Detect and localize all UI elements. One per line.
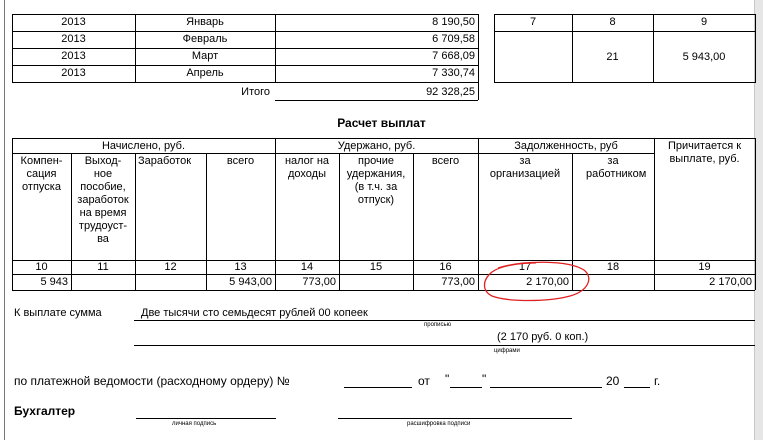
days-header: 9: [700, 16, 708, 28]
sum-words: Две тысячи сто семьдесят рублей 00 копеек: [141, 307, 368, 319]
col-value: 2 170,00: [526, 276, 569, 288]
col-number: 19: [698, 261, 711, 273]
group-accrued: Начислено, руб.: [101, 140, 185, 152]
group-withheld: Удержано, руб.: [337, 140, 416, 152]
col-number: 12: [164, 261, 177, 273]
signature-decode-field[interactable]: [338, 418, 572, 419]
days-value: 21: [606, 51, 619, 63]
year-suffix: г.: [654, 374, 661, 388]
col-value: 5 943: [40, 276, 68, 288]
earnings-month: Апрель: [186, 67, 224, 79]
days-value: 5 943,00: [682, 51, 726, 63]
col-number: 17: [518, 261, 532, 273]
sum-label: К выплате сумма: [14, 307, 102, 319]
col-value: 5 943,00: [229, 276, 272, 288]
col-header: за организацией: [489, 155, 561, 180]
col-header: Выход-ное пособие, заработок на время трудоуст-ва: [77, 155, 129, 245]
days-header: 7: [529, 16, 537, 28]
from-label: от: [418, 374, 430, 388]
signature-field[interactable]: [136, 418, 276, 419]
days-header: 8: [609, 16, 616, 28]
col-number: 13: [234, 261, 247, 273]
statement-number-field[interactable]: [344, 387, 412, 388]
group-payable: Причитается к выплате, руб.: [667, 140, 742, 165]
col-header: налог на доходы: [284, 155, 330, 180]
quote-open: ": [445, 372, 450, 386]
earnings-month: Январь: [186, 16, 224, 28]
col-header: Заработок: [138, 155, 192, 167]
col-value: 773,00: [302, 276, 336, 288]
earnings-amount: 6 709,58: [432, 33, 475, 45]
col-header: за работником: [586, 155, 647, 180]
caption-sign: личная подпись: [172, 421, 217, 427]
col-number: 18: [606, 261, 620, 273]
col-value: 773,00: [441, 276, 475, 288]
accountant-label: Бухгалтер: [14, 404, 76, 418]
year-field[interactable]: [624, 387, 650, 388]
statement-label: по платежной ведомости (расходному ордеру) №: [14, 374, 290, 388]
year-label: 20: [606, 374, 620, 388]
col-header: всего: [431, 155, 460, 167]
col-number: 15: [369, 261, 383, 273]
earnings-amount: 7 330,74: [432, 67, 475, 79]
caption-decode: расшифровка подписи: [407, 421, 471, 427]
sum-digits: (2 170 руб. 0 коп.): [497, 331, 589, 343]
earnings-year: 2013: [61, 50, 86, 62]
col-header: Компен-сация отпуска: [20, 155, 63, 193]
col-number: 14: [300, 261, 314, 273]
col-number: 16: [439, 261, 452, 273]
earnings-year: 2013: [61, 33, 86, 45]
caption-words: прописью: [424, 322, 452, 328]
col-value: 2 170,00: [709, 276, 752, 288]
earnings-total-value: 92 328,25: [426, 86, 475, 98]
earnings-year: 2013: [61, 16, 86, 28]
col-number: 11: [97, 261, 109, 273]
window-left-edge: [0, 0, 5, 440]
payment-calc-title: Расчет выплат: [337, 116, 426, 130]
caption-digits: цифрами: [494, 348, 520, 354]
red-annotation-circle: [478, 258, 594, 306]
group-debt: Задолженность, руб: [514, 140, 618, 152]
col-header: всего: [226, 155, 255, 167]
col-number: 10: [35, 261, 48, 273]
earnings-month: Февраль: [182, 33, 228, 45]
earnings-year: 2013: [61, 67, 86, 79]
earnings-amount: 7 668,09: [432, 50, 475, 62]
earnings-amount: 8 190,50: [432, 16, 475, 28]
quote-close: ": [482, 372, 487, 386]
col-header: прочие удержания, (в т.ч. за отпуск): [346, 155, 406, 206]
month-field[interactable]: [490, 387, 602, 388]
day-field[interactable]: [450, 387, 482, 388]
earnings-month: Март: [191, 50, 219, 62]
earnings-total-label: Итого: [241, 86, 270, 98]
